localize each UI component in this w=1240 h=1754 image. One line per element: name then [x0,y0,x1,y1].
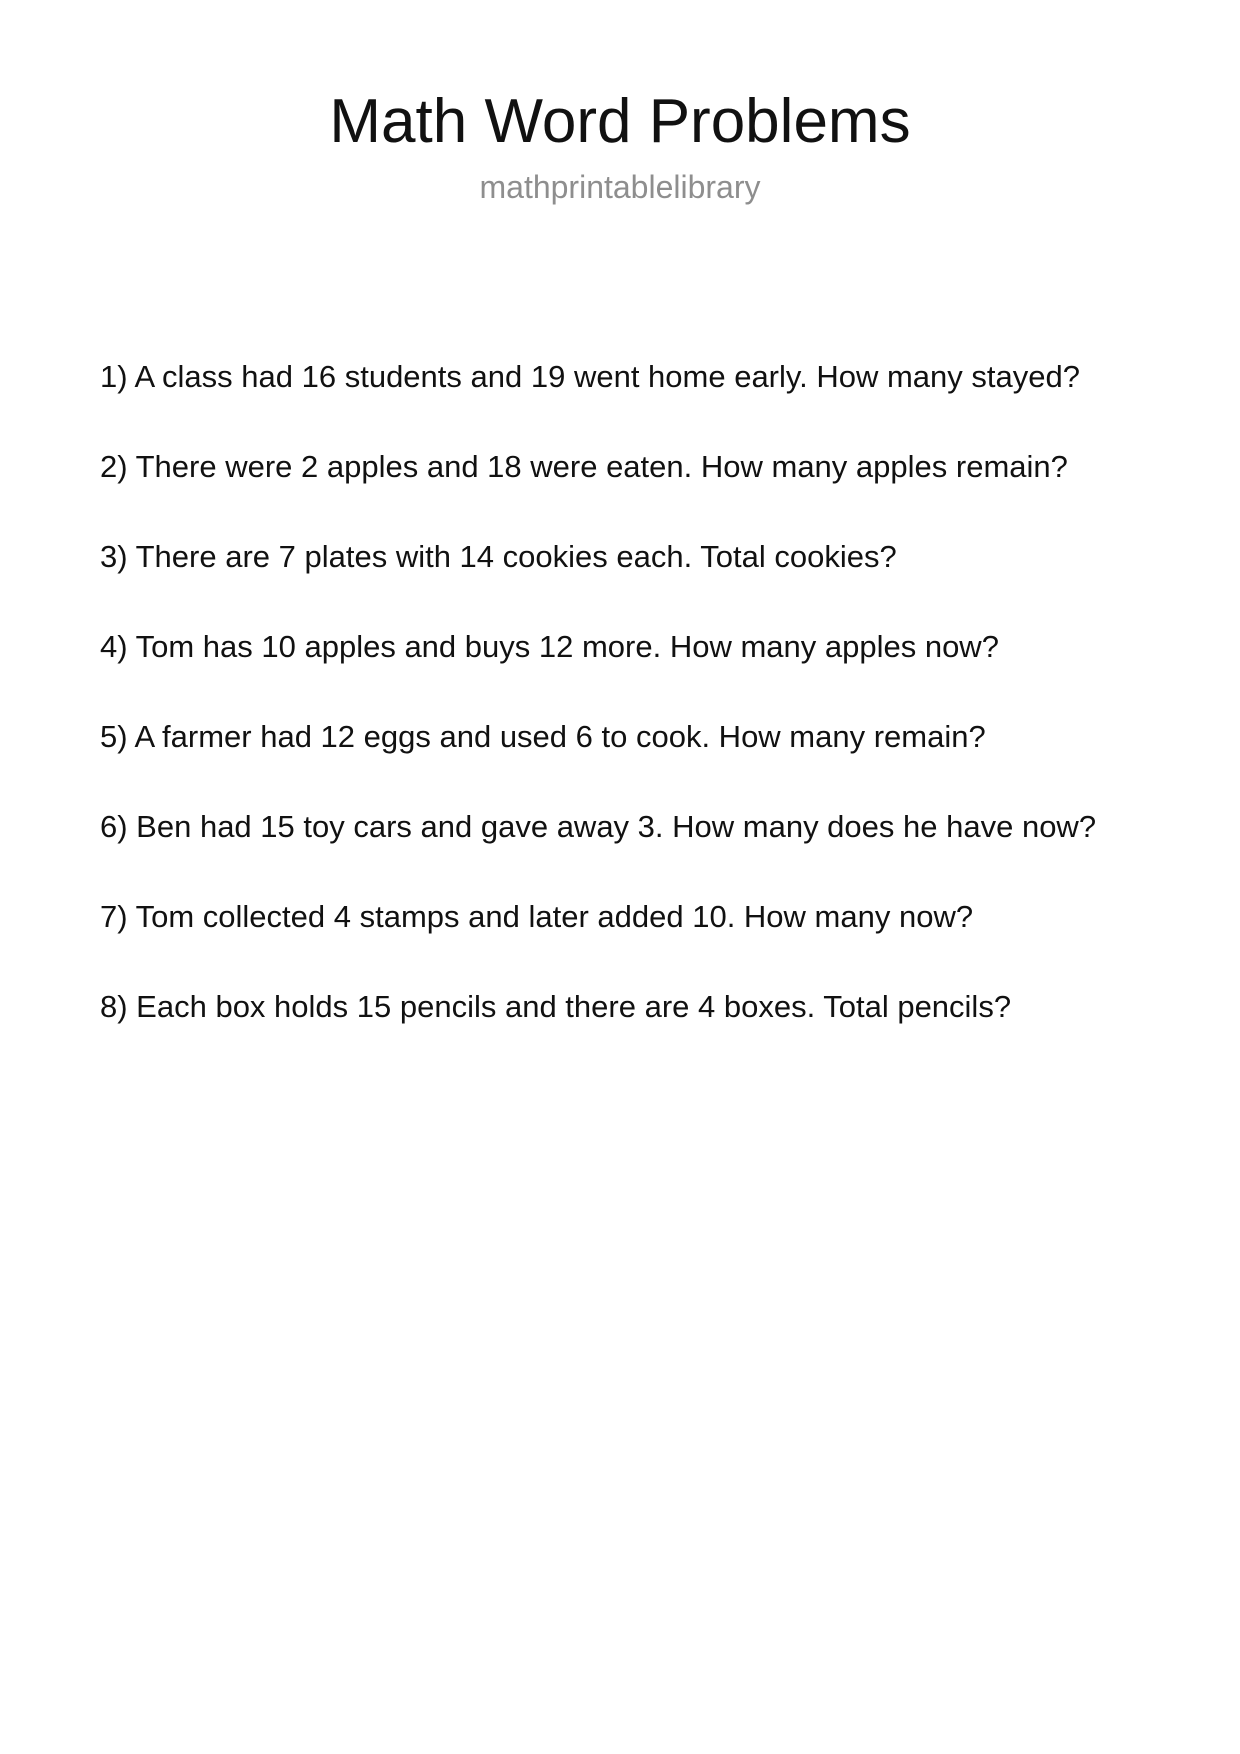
problem-item-5: 5) A farmer had 12 eggs and used 6 to cook. How many remain? [100,719,986,755]
problem-list [0,359,1240,1025]
problem-item-4: 4) Tom has 10 apples and buys 12 more. How many apples now? [100,629,999,665]
worksheet-header [0,0,1240,205]
problem-item-7: 7) Tom collected 4 stamps and later added 10. How many now? [100,899,974,935]
problem-item-6: 6) Ben had 15 toy cars and gave away 3. How many does he have now? [100,809,1097,845]
problem-item-8: 8) Each box holds 15 pencils and there are 4 boxes. Total pencils? [100,989,1012,1025]
page-title: Math Word Problems [329,87,911,156]
page-subtitle: mathprintablelibrary [479,169,761,206]
problem-item-1: 1) A class had 16 students and 19 went home early. How many stayed? [100,359,1080,395]
problem-item-3: 3) There are 7 plates with 14 cookies each. Total cookies? [100,539,897,575]
problem-item-2: 2) There were 2 apples and 18 were eaten. How many apples remain? [100,449,1068,485]
